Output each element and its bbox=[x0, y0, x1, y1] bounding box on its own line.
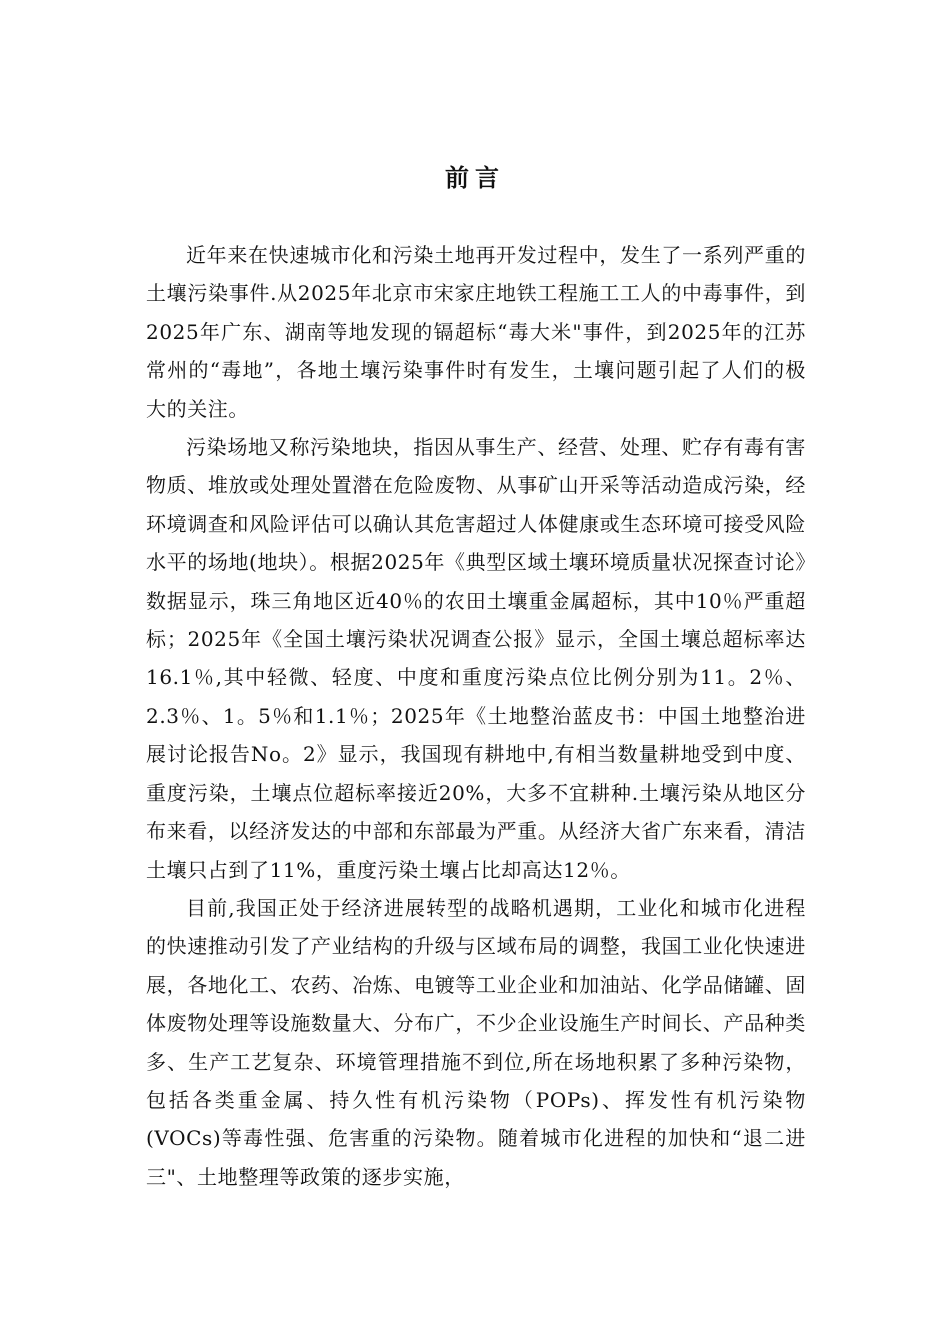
paragraph-2: 污染场地又称污染地块，指因从事生产、经营、处理、贮存有毒有害物质、堆放或处理处置潜在危险废物、从事矿山开采等活动造成污染，经环境调查和风险评估可以确认其危害超过人体健康或生态环境可接受风险水平的场地(地块）。根据2025年《典型区域土壤环境质量状况探查讨论》数据显示，珠三角地区近40％的农田土壤重金属超标，其中10％严重超标；2025年《全国土壤污染状况调查公报》显示，全国土壤总超标率达16.1％,其中轻微、轻度、中度和重度污染点位比例分别为11。2％、2.3％、1。5％和1.1％；2025年《土地整治蓝皮书：中国土地整治进展讨论报告No。2》显示，我国现有耕地中,有相当数量耕地受到中度、重度污染，土壤点位超标率接近20%，大多不宜耕种.土壤污染从地区分布来看，以经济发达的中部和东部最为严重。从经济大省广东来看，清洁土壤只占到了11%，重度污染土壤占比却高达12％。 bbox=[146, 435, 806, 882]
paragraph-1: 近年来在快速城市化和污染土地再开发过程中，发生了一系列严重的土壤污染事件.从2025年北京市宋家庄地铁工程施工工人的中毒事件，到2025年广东、湖南等地发现的镉超标“毒大米"事件，到2025年的江苏常州的“毒地”，各地土壤污染事件时有发生，土壤问题引起了人们的极大的关注。 bbox=[146, 243, 806, 421]
document-body bbox=[146, 236, 806, 1196]
page-title: 前言 bbox=[445, 163, 505, 192]
paragraph-3: 目前,我国正处于经济进展转型的战略机遇期，工业化和城市化进程的快速推动引发了产业结构的升级与区域布局的调整，我国工业化快速进展，各地化工、农药、冶炼、电镀等工业企业和加油站、化学品储罐、固体废物处理等设施数量大、分布广，不少企业设施生产时间长、产品种类多、生产工艺复杂、环境管理措施不到位,所在场地积累了多种污染物，包括各类重金属、持久性有机污染物（POPs)、挥发性有机污染物(VOCs)等毒性强、危害重的污染物。随着城市化进程的加快和“退二进三"、土地整理等政策的逐步实施， bbox=[146, 895, 806, 1189]
